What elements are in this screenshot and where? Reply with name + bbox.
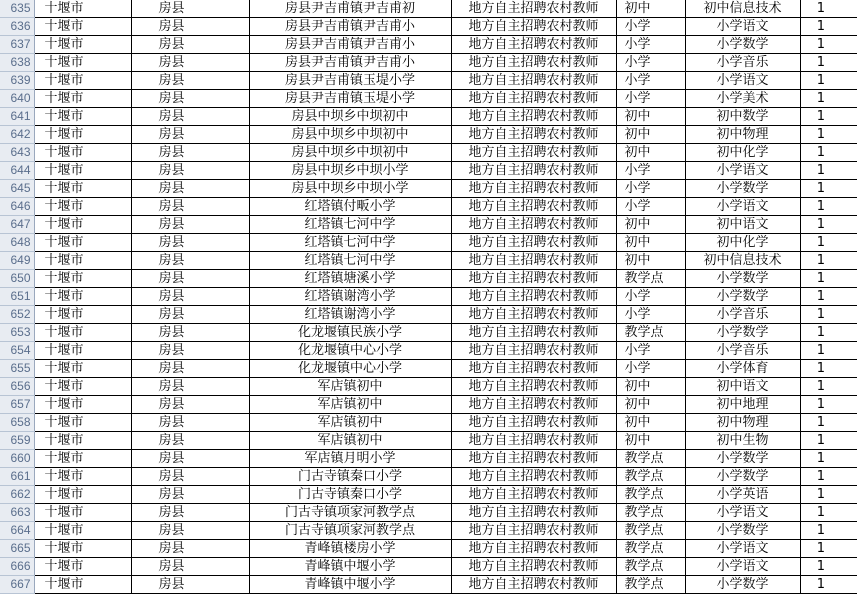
cell-city[interactable]: 十堰市 bbox=[34, 540, 131, 558]
cell-school[interactable]: 青峰镇楼房小学 bbox=[249, 540, 451, 558]
row-header[interactable]: 667 bbox=[0, 576, 34, 594]
cell-subject[interactable]: 小学语文 bbox=[685, 72, 800, 90]
cell-post-type[interactable]: 地方自主招聘农村教师 bbox=[451, 306, 616, 324]
cell-school-level[interactable]: 小学 bbox=[616, 306, 685, 324]
cell-city[interactable]: 十堰市 bbox=[34, 36, 131, 54]
cell-city[interactable]: 十堰市 bbox=[34, 522, 131, 540]
cell-city[interactable]: 十堰市 bbox=[34, 216, 131, 234]
cell-county[interactable]: 房县 bbox=[131, 558, 249, 576]
cell-school[interactable]: 红塔镇塘溪小学 bbox=[249, 270, 451, 288]
cell-city[interactable]: 十堰市 bbox=[34, 450, 131, 468]
cell-school-level[interactable]: 初中 bbox=[616, 144, 685, 162]
row-header[interactable]: 657 bbox=[0, 396, 34, 414]
cell-subject[interactable]: 小学语文 bbox=[685, 504, 800, 522]
cell-school[interactable]: 门古寺镇秦口小学 bbox=[249, 468, 451, 486]
cell-county[interactable]: 房县 bbox=[131, 504, 249, 522]
table-row[interactable] bbox=[0, 504, 857, 522]
cell-count[interactable]: 1 bbox=[800, 558, 857, 576]
cell-count[interactable]: 1 bbox=[800, 72, 857, 90]
cell-school[interactable]: 房县中坝乡中坝小学 bbox=[249, 162, 451, 180]
cell-school[interactable]: 军店镇初中 bbox=[249, 396, 451, 414]
table-row[interactable] bbox=[0, 486, 857, 504]
cell-school-level[interactable]: 教学点 bbox=[616, 576, 685, 594]
cell-school[interactable]: 军店镇初中 bbox=[249, 378, 451, 396]
row-header[interactable]: 647 bbox=[0, 216, 34, 234]
row-header[interactable]: 654 bbox=[0, 342, 34, 360]
cell-subject[interactable]: 小学数学 bbox=[685, 576, 800, 594]
cell-county[interactable]: 房县 bbox=[131, 306, 249, 324]
cell-post-type[interactable]: 地方自主招聘农村教师 bbox=[451, 342, 616, 360]
cell-county[interactable]: 房县 bbox=[131, 234, 249, 252]
cell-county[interactable]: 房县 bbox=[131, 396, 249, 414]
cell-city[interactable]: 十堰市 bbox=[34, 0, 131, 18]
row-header[interactable]: 650 bbox=[0, 270, 34, 288]
cell-subject[interactable]: 小学数学 bbox=[685, 468, 800, 486]
row-header[interactable]: 663 bbox=[0, 504, 34, 522]
cell-city[interactable]: 十堰市 bbox=[34, 324, 131, 342]
cell-city[interactable]: 十堰市 bbox=[34, 396, 131, 414]
row-header[interactable]: 666 bbox=[0, 558, 34, 576]
cell-school-level[interactable]: 小学 bbox=[616, 180, 685, 198]
cell-subject[interactable]: 初中化学 bbox=[685, 144, 800, 162]
cell-post-type[interactable]: 地方自主招聘农村教师 bbox=[451, 360, 616, 378]
cell-subject[interactable]: 小学数学 bbox=[685, 324, 800, 342]
cell-post-type[interactable]: 地方自主招聘农村教师 bbox=[451, 576, 616, 594]
cell-city[interactable]: 十堰市 bbox=[34, 180, 131, 198]
cell-county[interactable]: 房县 bbox=[131, 252, 249, 270]
cell-post-type[interactable]: 地方自主招聘农村教师 bbox=[451, 522, 616, 540]
cell-school-level[interactable]: 初中 bbox=[616, 126, 685, 144]
table-row[interactable] bbox=[0, 360, 857, 378]
cell-subject[interactable]: 初中语文 bbox=[685, 216, 800, 234]
row-header[interactable]: 652 bbox=[0, 306, 34, 324]
cell-school[interactable]: 门古寺镇秦口小学 bbox=[249, 486, 451, 504]
cell-school[interactable]: 房县尹吉甫镇玉堤小学 bbox=[249, 72, 451, 90]
cell-school-level[interactable]: 小学 bbox=[616, 162, 685, 180]
cell-county[interactable]: 房县 bbox=[131, 0, 249, 18]
cell-school[interactable]: 门古寺镇项家河教学点 bbox=[249, 504, 451, 522]
cell-subject[interactable]: 小学体育 bbox=[685, 360, 800, 378]
table-row[interactable] bbox=[0, 342, 857, 360]
table-row[interactable] bbox=[0, 450, 857, 468]
cell-subject[interactable]: 初中数学 bbox=[685, 108, 800, 126]
cell-subject[interactable]: 小学美术 bbox=[685, 90, 800, 108]
table-row[interactable] bbox=[0, 36, 857, 54]
cell-subject[interactable]: 小学数学 bbox=[685, 180, 800, 198]
cell-county[interactable]: 房县 bbox=[131, 90, 249, 108]
table-row[interactable] bbox=[0, 162, 857, 180]
cell-count[interactable]: 1 bbox=[800, 540, 857, 558]
table-row[interactable] bbox=[0, 378, 857, 396]
cell-post-type[interactable]: 地方自主招聘农村教师 bbox=[451, 270, 616, 288]
cell-post-type[interactable]: 地方自主招聘农村教师 bbox=[451, 18, 616, 36]
table-row[interactable] bbox=[0, 324, 857, 342]
cell-post-type[interactable]: 地方自主招聘农村教师 bbox=[451, 540, 616, 558]
cell-city[interactable]: 十堰市 bbox=[34, 414, 131, 432]
cell-city[interactable]: 十堰市 bbox=[34, 504, 131, 522]
cell-school[interactable]: 红塔镇七河中学 bbox=[249, 216, 451, 234]
row-header[interactable]: 658 bbox=[0, 414, 34, 432]
cell-school-level[interactable]: 教学点 bbox=[616, 450, 685, 468]
row-header[interactable]: 636 bbox=[0, 18, 34, 36]
row-header[interactable]: 665 bbox=[0, 540, 34, 558]
cell-count[interactable]: 1 bbox=[800, 576, 857, 594]
cell-school[interactable]: 青峰镇中堰小学 bbox=[249, 576, 451, 594]
row-header[interactable]: 635 bbox=[0, 0, 34, 18]
cell-city[interactable]: 十堰市 bbox=[34, 558, 131, 576]
table-row[interactable] bbox=[0, 108, 857, 126]
row-header[interactable]: 640 bbox=[0, 90, 34, 108]
cell-county[interactable]: 房县 bbox=[131, 360, 249, 378]
cell-school-level[interactable]: 小学 bbox=[616, 72, 685, 90]
cell-post-type[interactable]: 地方自主招聘农村教师 bbox=[451, 72, 616, 90]
cell-county[interactable]: 房县 bbox=[131, 270, 249, 288]
cell-subject[interactable]: 初中信息技术 bbox=[685, 0, 800, 18]
cell-subject[interactable]: 小学音乐 bbox=[685, 306, 800, 324]
table-row[interactable] bbox=[0, 252, 857, 270]
row-header[interactable]: 655 bbox=[0, 360, 34, 378]
cell-school[interactable]: 房县中坝乡中坝初中 bbox=[249, 144, 451, 162]
cell-count[interactable]: 1 bbox=[800, 288, 857, 306]
cell-post-type[interactable]: 地方自主招聘农村教师 bbox=[451, 54, 616, 72]
cell-post-type[interactable]: 地方自主招聘农村教师 bbox=[451, 36, 616, 54]
cell-county[interactable]: 房县 bbox=[131, 216, 249, 234]
table-row[interactable] bbox=[0, 72, 857, 90]
cell-school-level[interactable]: 教学点 bbox=[616, 540, 685, 558]
cell-subject[interactable]: 小学数学 bbox=[685, 270, 800, 288]
cell-school-level[interactable]: 小学 bbox=[616, 360, 685, 378]
cell-post-type[interactable]: 地方自主招聘农村教师 bbox=[451, 468, 616, 486]
cell-city[interactable]: 十堰市 bbox=[34, 18, 131, 36]
table-row[interactable] bbox=[0, 0, 857, 18]
cell-school-level[interactable]: 小学 bbox=[616, 36, 685, 54]
cell-subject[interactable]: 初中生物 bbox=[685, 432, 800, 450]
cell-county[interactable]: 房县 bbox=[131, 36, 249, 54]
row-header[interactable]: 662 bbox=[0, 486, 34, 504]
cell-post-type[interactable]: 地方自主招聘农村教师 bbox=[451, 0, 616, 18]
cell-post-type[interactable]: 地方自主招聘农村教师 bbox=[451, 324, 616, 342]
cell-county[interactable]: 房县 bbox=[131, 468, 249, 486]
table-row[interactable] bbox=[0, 144, 857, 162]
cell-school-level[interactable]: 小学 bbox=[616, 18, 685, 36]
cell-city[interactable]: 十堰市 bbox=[34, 342, 131, 360]
table-row[interactable] bbox=[0, 414, 857, 432]
cell-school[interactable]: 房县中坝乡中坝小学 bbox=[249, 180, 451, 198]
row-header[interactable]: 639 bbox=[0, 72, 34, 90]
cell-subject[interactable]: 小学音乐 bbox=[685, 54, 800, 72]
cell-school-level[interactable]: 教学点 bbox=[616, 468, 685, 486]
cell-post-type[interactable]: 地方自主招聘农村教师 bbox=[451, 162, 616, 180]
table-row[interactable] bbox=[0, 522, 857, 540]
row-header[interactable]: 638 bbox=[0, 54, 34, 72]
cell-school[interactable]: 房县尹吉甫镇尹吉甫初 bbox=[249, 0, 451, 18]
cell-count[interactable]: 1 bbox=[800, 396, 857, 414]
cell-count[interactable]: 1 bbox=[800, 414, 857, 432]
cell-county[interactable]: 房县 bbox=[131, 144, 249, 162]
cell-city[interactable]: 十堰市 bbox=[34, 576, 131, 594]
row-header[interactable]: 644 bbox=[0, 162, 34, 180]
cell-subject[interactable]: 小学语文 bbox=[685, 18, 800, 36]
cell-school[interactable]: 军店镇初中 bbox=[249, 432, 451, 450]
cell-city[interactable]: 十堰市 bbox=[34, 486, 131, 504]
cell-school[interactable]: 红塔镇谢湾小学 bbox=[249, 288, 451, 306]
cell-school-level[interactable]: 教学点 bbox=[616, 522, 685, 540]
cell-count[interactable]: 1 bbox=[800, 342, 857, 360]
cell-county[interactable]: 房县 bbox=[131, 378, 249, 396]
table-row[interactable] bbox=[0, 306, 857, 324]
cell-count[interactable]: 1 bbox=[800, 180, 857, 198]
table-row[interactable] bbox=[0, 180, 857, 198]
cell-county[interactable]: 房县 bbox=[131, 342, 249, 360]
cell-school-level[interactable]: 初中 bbox=[616, 108, 685, 126]
cell-school-level[interactable]: 小学 bbox=[616, 54, 685, 72]
cell-post-type[interactable]: 地方自主招聘农村教师 bbox=[451, 126, 616, 144]
row-header[interactable]: 656 bbox=[0, 378, 34, 396]
table-row[interactable] bbox=[0, 540, 857, 558]
cell-post-type[interactable]: 地方自主招聘农村教师 bbox=[451, 450, 616, 468]
cell-city[interactable]: 十堰市 bbox=[34, 288, 131, 306]
cell-subject[interactable]: 初中信息技术 bbox=[685, 252, 800, 270]
row-header[interactable]: 653 bbox=[0, 324, 34, 342]
table-row[interactable] bbox=[0, 288, 857, 306]
cell-school-level[interactable]: 初中 bbox=[616, 216, 685, 234]
table-row[interactable] bbox=[0, 216, 857, 234]
cell-city[interactable]: 十堰市 bbox=[34, 360, 131, 378]
cell-county[interactable]: 房县 bbox=[131, 198, 249, 216]
cell-school[interactable]: 房县尹吉甫镇尹吉甫小 bbox=[249, 18, 451, 36]
cell-school[interactable]: 军店镇月明小学 bbox=[249, 450, 451, 468]
cell-subject[interactable]: 小学数学 bbox=[685, 450, 800, 468]
cell-school-level[interactable]: 初中 bbox=[616, 252, 685, 270]
row-header[interactable]: 648 bbox=[0, 234, 34, 252]
cell-school-level[interactable]: 教学点 bbox=[616, 486, 685, 504]
table-row[interactable] bbox=[0, 576, 857, 594]
cell-school[interactable]: 红塔镇谢湾小学 bbox=[249, 306, 451, 324]
cell-count[interactable]: 1 bbox=[800, 144, 857, 162]
cell-subject[interactable]: 小学数学 bbox=[685, 522, 800, 540]
cell-count[interactable]: 1 bbox=[800, 522, 857, 540]
cell-subject[interactable]: 小学语文 bbox=[685, 540, 800, 558]
cell-count[interactable]: 1 bbox=[800, 486, 857, 504]
cell-count[interactable]: 1 bbox=[800, 360, 857, 378]
cell-subject[interactable]: 初中物理 bbox=[685, 126, 800, 144]
cell-city[interactable]: 十堰市 bbox=[34, 108, 131, 126]
row-header[interactable]: 642 bbox=[0, 126, 34, 144]
cell-county[interactable]: 房县 bbox=[131, 108, 249, 126]
cell-subject[interactable]: 小学语文 bbox=[685, 198, 800, 216]
cell-subject[interactable]: 小学语文 bbox=[685, 558, 800, 576]
cell-school[interactable]: 红塔镇七河中学 bbox=[249, 234, 451, 252]
row-header[interactable]: 661 bbox=[0, 468, 34, 486]
cell-school-level[interactable]: 小学 bbox=[616, 90, 685, 108]
cell-post-type[interactable]: 地方自主招聘农村教师 bbox=[451, 252, 616, 270]
cell-city[interactable]: 十堰市 bbox=[34, 468, 131, 486]
cell-count[interactable]: 1 bbox=[800, 468, 857, 486]
cell-count[interactable]: 1 bbox=[800, 54, 857, 72]
cell-county[interactable]: 房县 bbox=[131, 288, 249, 306]
cell-school-level[interactable]: 初中 bbox=[616, 414, 685, 432]
cell-county[interactable]: 房县 bbox=[131, 162, 249, 180]
cell-city[interactable]: 十堰市 bbox=[34, 306, 131, 324]
cell-county[interactable]: 房县 bbox=[131, 450, 249, 468]
cell-city[interactable]: 十堰市 bbox=[34, 252, 131, 270]
row-header[interactable]: 664 bbox=[0, 522, 34, 540]
cell-count[interactable]: 1 bbox=[800, 36, 857, 54]
cell-subject[interactable]: 初中物理 bbox=[685, 414, 800, 432]
cell-post-type[interactable]: 地方自主招聘农村教师 bbox=[451, 288, 616, 306]
cell-school-level[interactable]: 初中 bbox=[616, 396, 685, 414]
cell-county[interactable]: 房县 bbox=[131, 72, 249, 90]
cell-subject[interactable]: 初中地理 bbox=[685, 396, 800, 414]
cell-post-type[interactable]: 地方自主招聘农村教师 bbox=[451, 558, 616, 576]
cell-county[interactable]: 房县 bbox=[131, 486, 249, 504]
cell-subject[interactable]: 小学英语 bbox=[685, 486, 800, 504]
cell-subject[interactable]: 初中化学 bbox=[685, 234, 800, 252]
cell-subject[interactable]: 小学数学 bbox=[685, 36, 800, 54]
cell-city[interactable]: 十堰市 bbox=[34, 126, 131, 144]
cell-county[interactable]: 房县 bbox=[131, 522, 249, 540]
cell-school-level[interactable]: 初中 bbox=[616, 0, 685, 18]
cell-count[interactable]: 1 bbox=[800, 198, 857, 216]
table-row[interactable] bbox=[0, 270, 857, 288]
cell-school[interactable]: 房县尹吉甫镇尹吉甫小 bbox=[249, 54, 451, 72]
cell-school[interactable]: 青峰镇中堰小学 bbox=[249, 558, 451, 576]
cell-post-type[interactable]: 地方自主招聘农村教师 bbox=[451, 144, 616, 162]
cell-subject[interactable]: 小学音乐 bbox=[685, 342, 800, 360]
cell-city[interactable]: 十堰市 bbox=[34, 72, 131, 90]
row-header[interactable]: 637 bbox=[0, 36, 34, 54]
cell-post-type[interactable]: 地方自主招聘农村教师 bbox=[451, 90, 616, 108]
cell-county[interactable]: 房县 bbox=[131, 54, 249, 72]
cell-school[interactable]: 红塔镇七河中学 bbox=[249, 252, 451, 270]
cell-count[interactable]: 1 bbox=[800, 270, 857, 288]
cell-school-level[interactable]: 教学点 bbox=[616, 324, 685, 342]
cell-count[interactable]: 1 bbox=[800, 126, 857, 144]
cell-count[interactable]: 1 bbox=[800, 108, 857, 126]
cell-post-type[interactable]: 地方自主招聘农村教师 bbox=[451, 216, 616, 234]
table-row[interactable] bbox=[0, 18, 857, 36]
cell-post-type[interactable]: 地方自主招聘农村教师 bbox=[451, 414, 616, 432]
cell-school-level[interactable]: 初中 bbox=[616, 432, 685, 450]
cell-county[interactable]: 房县 bbox=[131, 576, 249, 594]
cell-school-level[interactable]: 初中 bbox=[616, 378, 685, 396]
cell-count[interactable]: 1 bbox=[800, 378, 857, 396]
cell-county[interactable]: 房县 bbox=[131, 414, 249, 432]
cell-count[interactable]: 1 bbox=[800, 18, 857, 36]
table-row[interactable] bbox=[0, 396, 857, 414]
cell-count[interactable]: 1 bbox=[800, 450, 857, 468]
cell-school[interactable]: 军店镇初中 bbox=[249, 414, 451, 432]
cell-city[interactable]: 十堰市 bbox=[34, 144, 131, 162]
cell-count[interactable]: 1 bbox=[800, 90, 857, 108]
cell-school-level[interactable]: 教学点 bbox=[616, 270, 685, 288]
table-row[interactable] bbox=[0, 198, 857, 216]
cell-subject[interactable]: 小学语文 bbox=[685, 162, 800, 180]
cell-city[interactable]: 十堰市 bbox=[34, 162, 131, 180]
table-row[interactable] bbox=[0, 90, 857, 108]
row-header[interactable]: 660 bbox=[0, 450, 34, 468]
table-row[interactable] bbox=[0, 558, 857, 576]
cell-city[interactable]: 十堰市 bbox=[34, 270, 131, 288]
cell-city[interactable]: 十堰市 bbox=[34, 198, 131, 216]
row-header[interactable]: 643 bbox=[0, 144, 34, 162]
cell-count[interactable]: 1 bbox=[800, 306, 857, 324]
cell-city[interactable]: 十堰市 bbox=[34, 54, 131, 72]
table-row[interactable] bbox=[0, 126, 857, 144]
cell-school-level[interactable]: 教学点 bbox=[616, 504, 685, 522]
cell-post-type[interactable]: 地方自主招聘农村教师 bbox=[451, 198, 616, 216]
row-header[interactable]: 649 bbox=[0, 252, 34, 270]
cell-school-level[interactable]: 小学 bbox=[616, 288, 685, 306]
cell-post-type[interactable]: 地方自主招聘农村教师 bbox=[451, 432, 616, 450]
cell-school-level[interactable]: 教学点 bbox=[616, 558, 685, 576]
cell-school[interactable]: 房县中坝乡中坝初中 bbox=[249, 126, 451, 144]
table-row[interactable] bbox=[0, 234, 857, 252]
row-header[interactable]: 659 bbox=[0, 432, 34, 450]
cell-school-level[interactable]: 初中 bbox=[616, 234, 685, 252]
cell-post-type[interactable]: 地方自主招聘农村教师 bbox=[451, 180, 616, 198]
cell-count[interactable]: 1 bbox=[800, 0, 857, 18]
cell-post-type[interactable]: 地方自主招聘农村教师 bbox=[451, 486, 616, 504]
cell-county[interactable]: 房县 bbox=[131, 432, 249, 450]
cell-count[interactable]: 1 bbox=[800, 504, 857, 522]
cell-school-level[interactable]: 小学 bbox=[616, 198, 685, 216]
cell-count[interactable]: 1 bbox=[800, 432, 857, 450]
cell-county[interactable]: 房县 bbox=[131, 540, 249, 558]
cell-subject[interactable]: 初中语文 bbox=[685, 378, 800, 396]
table-row[interactable] bbox=[0, 468, 857, 486]
table-row[interactable] bbox=[0, 432, 857, 450]
cell-school[interactable]: 化龙堰镇民族小学 bbox=[249, 324, 451, 342]
cell-subject[interactable]: 小学数学 bbox=[685, 288, 800, 306]
cell-school[interactable]: 红塔镇付畈小学 bbox=[249, 198, 451, 216]
cell-post-type[interactable]: 地方自主招聘农村教师 bbox=[451, 504, 616, 522]
cell-county[interactable]: 房县 bbox=[131, 180, 249, 198]
cell-city[interactable]: 十堰市 bbox=[34, 378, 131, 396]
cell-school[interactable]: 化龙堰镇中心小学 bbox=[249, 342, 451, 360]
row-header[interactable]: 646 bbox=[0, 198, 34, 216]
row-header[interactable]: 651 bbox=[0, 288, 34, 306]
cell-county[interactable]: 房县 bbox=[131, 18, 249, 36]
cell-school[interactable]: 房县尹吉甫镇尹吉甫小 bbox=[249, 36, 451, 54]
cell-post-type[interactable]: 地方自主招聘农村教师 bbox=[451, 234, 616, 252]
cell-city[interactable]: 十堰市 bbox=[34, 432, 131, 450]
cell-county[interactable]: 房县 bbox=[131, 324, 249, 342]
cell-count[interactable]: 1 bbox=[800, 324, 857, 342]
cell-post-type[interactable]: 地方自主招聘农村教师 bbox=[451, 108, 616, 126]
cell-school[interactable]: 房县尹吉甫镇玉堤小学 bbox=[249, 90, 451, 108]
cell-city[interactable]: 十堰市 bbox=[34, 90, 131, 108]
cell-count[interactable]: 1 bbox=[800, 216, 857, 234]
cell-school[interactable]: 门古寺镇项家河教学点 bbox=[249, 522, 451, 540]
cell-count[interactable]: 1 bbox=[800, 162, 857, 180]
cell-count[interactable]: 1 bbox=[800, 252, 857, 270]
cell-city[interactable]: 十堰市 bbox=[34, 234, 131, 252]
row-header[interactable]: 641 bbox=[0, 108, 34, 126]
cell-school-level[interactable]: 小学 bbox=[616, 342, 685, 360]
cell-county[interactable]: 房县 bbox=[131, 126, 249, 144]
row-header[interactable]: 645 bbox=[0, 180, 34, 198]
cell-school[interactable]: 化龙堰镇中心小学 bbox=[249, 360, 451, 378]
cell-count[interactable]: 1 bbox=[800, 234, 857, 252]
cell-post-type[interactable]: 地方自主招聘农村教师 bbox=[451, 396, 616, 414]
cell-school[interactable]: 房县中坝乡中坝初中 bbox=[249, 108, 451, 126]
cell-post-type[interactable]: 地方自主招聘农村教师 bbox=[451, 378, 616, 396]
table-row[interactable] bbox=[0, 54, 857, 72]
